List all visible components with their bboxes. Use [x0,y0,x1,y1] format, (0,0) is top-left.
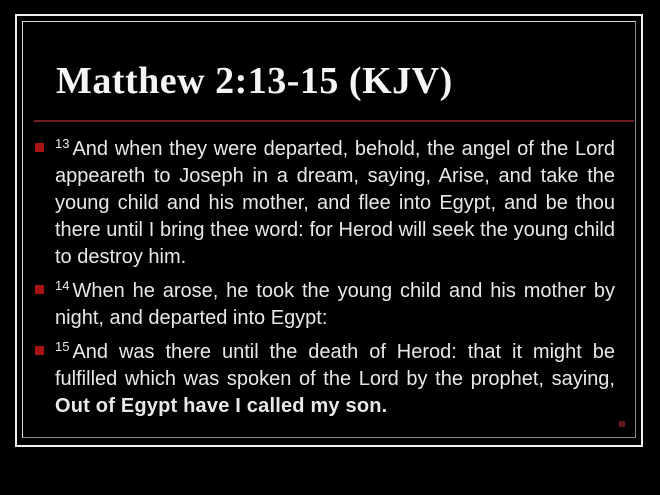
verse-text [55,136,615,271]
verse-segment: And when they were departed, behold, the angel of the Lord appeareth to Joseph in a dream, saying, Arise, and take the young child and his mother, and flee into Egypt, and be thou there until I bring thee word: for Herod will seek the young child to destroy him. [55,138,615,268]
title-underline-rule [34,120,634,122]
verse-text [55,278,615,332]
verse-bullet-item [35,339,620,420]
verse-number: 13 [55,136,70,151]
verse-number: 14 [55,278,70,293]
verse-bullet-item [35,136,620,271]
bullet-square-icon [35,346,44,355]
verse-text [55,339,615,420]
bullet-square-icon [35,143,44,152]
quoted-scripture-bold: Out of Egypt have I called my son. [55,395,388,417]
verse-segment: And was there until the death of Herod: that it might be fulfilled which was spoken of the Lord by the prophet, saying, [55,341,615,390]
verse-segment: When he arose, he took the young child and his mother by night, and departed into Egypt: [55,280,615,329]
verse-number: 15 [55,339,70,354]
verse-list [35,136,620,427]
corner-accent-square-icon [619,421,625,427]
verse-bullet-item [35,278,620,332]
slide-title: Matthew 2:13-15 (KJV) [56,60,453,102]
bullet-square-icon [35,285,44,294]
